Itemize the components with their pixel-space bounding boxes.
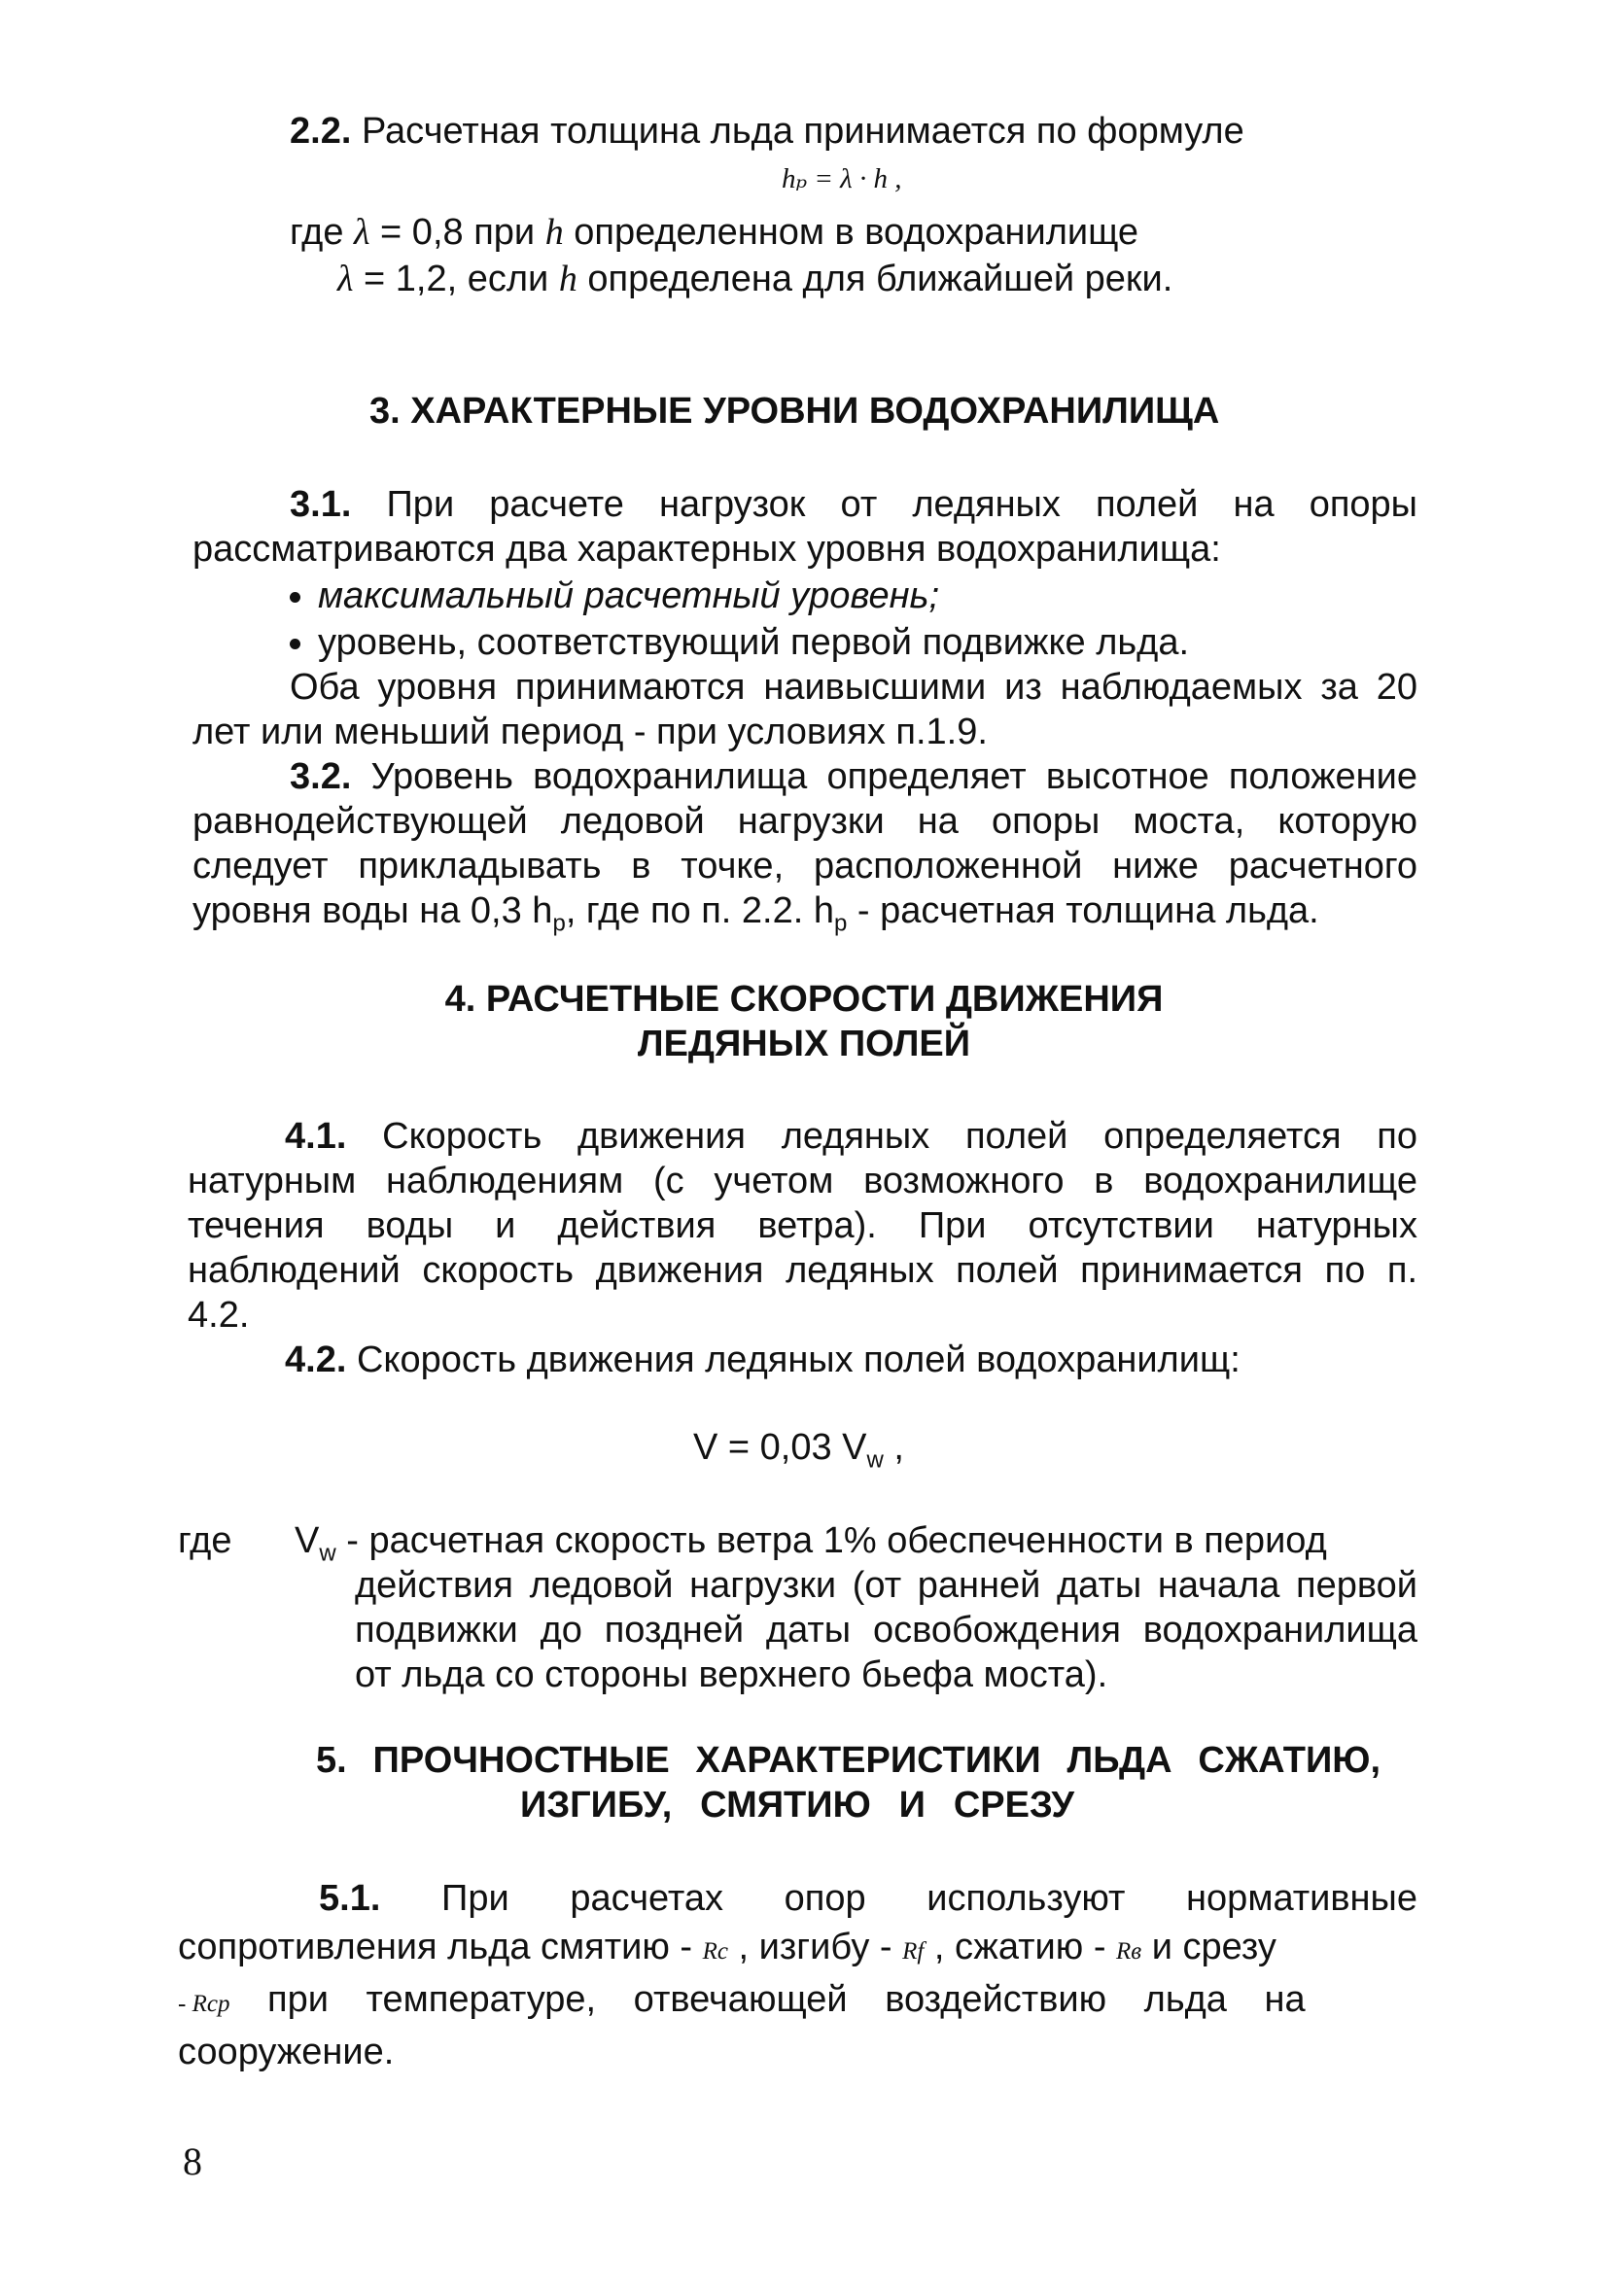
vw-definition-line-2: действия ледовой нагрузки (от ранней даты начала первой [355, 1565, 1417, 1606]
clause-text: Скорость движения ледяных полей водохранилищ: [346, 1339, 1241, 1380]
where-label: где [178, 1520, 232, 1561]
clause-text: и срезу [1141, 1927, 1276, 1967]
clause-text: сопротивления льда смятию - [178, 1927, 703, 1967]
clause-number: 4.2. [285, 1339, 347, 1380]
p32-line-3: следует прикладывать в точке, расположенной ниже расчетного [192, 846, 1417, 887]
section-4-heading-line-2: ЛЕДЯНЫХ ПОЛЕЙ [637, 1024, 971, 1064]
rcp-symbol: - Rср [178, 1991, 230, 2017]
clause-text: уровня воды на 0,3 h [192, 890, 553, 931]
bullet-text: уровень, соответствующий первой подвижке льда. [318, 622, 1190, 663]
p41-line-5: 4.2. [188, 1295, 250, 1336]
p41-line-3: течения воды и действия ветра). При отсутствии натурных [188, 1205, 1417, 1246]
clause-text: , сжатию - [924, 1927, 1117, 1967]
p41-line-4: наблюдений скорость движения ледяных полей принимается по п. [188, 1250, 1417, 1291]
vw-symbol: V [295, 1520, 320, 1561]
subscript: w [319, 1540, 336, 1567]
where-text: определена для ближайшей реки. [577, 259, 1173, 299]
page-number: 8 [183, 2139, 202, 2183]
p41-line-2: натурным наблюдениям (с учетом возможного в водохранилище [188, 1161, 1417, 1201]
vw-definition-line-4: от льда со стороны верхнего бьефа моста). [355, 1654, 1108, 1695]
p41-line-1 [285, 1114, 1417, 1159]
rs-symbol: Rв [1116, 1938, 1142, 1965]
section-5-heading-line-1: 5. ПРОЧНОСТНЫЕ ХАРАКТЕРИСТИКИ ЛЬДА СЖАТИЮ, [316, 1740, 1381, 1781]
formula-ice-thickness: hₚ = λ · h , [782, 163, 902, 194]
bullet-item [290, 620, 1189, 665]
p42-line-1 [285, 1338, 1241, 1382]
clause-text: Расчетная толщина льда принимается по формуле [351, 111, 1244, 152]
where-line-1 [290, 210, 1138, 255]
clause-text: Скорость движения ледяных полей определяется по [346, 1116, 1417, 1157]
where-text: = 1,2, если [353, 259, 559, 299]
definition-text: - расчетная скорость ветра 1% обеспеченности в период [335, 1520, 1327, 1561]
both-levels-line-1: Оба уровня принимаются наивысшими из наблюдаемых за 20 [290, 667, 1417, 708]
p32-line-1 [290, 754, 1417, 799]
rf-symbol: Rf [902, 1938, 925, 1965]
section-3-heading: 3. ХАРАКТЕРНЫЕ УРОВНИ ВОДОХРАНИЛИЩА [369, 391, 1220, 432]
h-symbol: h [558, 259, 577, 299]
bullet-icon [290, 592, 300, 603]
clause-number: 5.1. [319, 1878, 381, 1919]
p51-line-3 [178, 1977, 1417, 2027]
clause-text: - расчетная толщина льда. [847, 890, 1319, 931]
rc-symbol: Rc [702, 1938, 728, 1965]
lambda-symbol: λ [354, 212, 370, 253]
where-text: определенном в водохранилище [563, 212, 1139, 253]
p32-line-2: равнодействующей ледовой нагрузки на опоры моста, которую [192, 801, 1417, 842]
p31-line-2: рассматриваются два характерных уровня водохранилища: [192, 529, 1221, 570]
clause-text: При расчете нагрузок от ледяных полей на опоры [351, 484, 1417, 525]
both-levels-line-2: лет или меньший период - при условиях п.1.9. [192, 712, 988, 752]
bullet-icon [290, 639, 300, 649]
vw-definition-line-3: подвижки до поздней даты освобождения водохранилища [355, 1610, 1417, 1651]
bullet-item [290, 574, 939, 618]
section-5-heading-line-2: ИЗГИБУ, СМЯТИЮ И СРЕЗУ [520, 1785, 1074, 1826]
clause-text: Уровень водохранилища определяет высотное положение [351, 756, 1417, 797]
p51-line-4: сооружение. [178, 2032, 395, 2072]
h-symbol: h [544, 212, 564, 253]
clause-text: , где по п. 2.2. h [565, 890, 834, 931]
clause-number: 3.1. [290, 484, 352, 525]
formula-ice-speed [693, 1425, 904, 1483]
subscript: w [866, 1446, 884, 1474]
formula-text: , [883, 1427, 904, 1468]
section-4-heading-line-1: 4. РАСЧЕТНЫЕ СКОРОСТИ ДВИЖЕНИЯ [444, 979, 1164, 1020]
where-line-2 [337, 257, 1172, 301]
clause-text: При расчетах опор используют нормативные [380, 1878, 1417, 1919]
where-label: где [290, 212, 355, 253]
clause-number: 4.1. [285, 1116, 347, 1157]
p51-line-2 [178, 1925, 1417, 1974]
formula-text: V = 0,03 V [693, 1427, 867, 1468]
clause-number: 3.2. [290, 756, 352, 797]
p32-line-4 [192, 888, 1319, 947]
clause-number: 2.2. [290, 111, 352, 152]
where-text: = 0,8 при [369, 212, 545, 253]
p51-line-1 [319, 1876, 1417, 1921]
subscript: p [552, 910, 566, 937]
clause-text: при температуре, отвечающей воздействию льда на [229, 1979, 1306, 2020]
clause-text: , изгибу - [727, 1927, 903, 1967]
p31-line-1 [290, 482, 1417, 527]
lambda-symbol: λ [337, 259, 354, 299]
paragraph-2-2 [290, 109, 1244, 154]
bullet-text: максимальный расчетный уровень; [318, 575, 940, 616]
subscript: p [833, 910, 848, 937]
